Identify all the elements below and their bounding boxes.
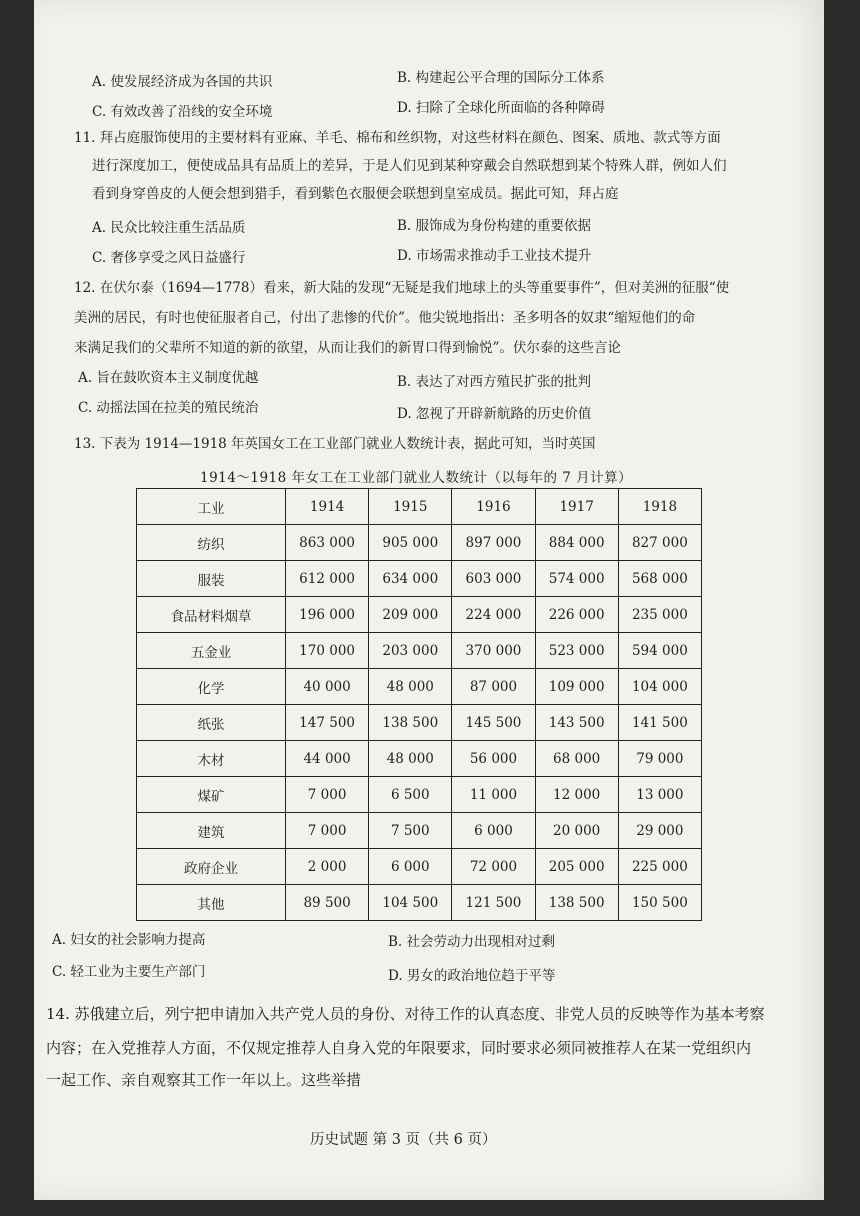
table-cell: 20 000 — [535, 813, 618, 849]
table-cell: 226 000 — [535, 597, 618, 633]
q12-option-b: B. 表达了对西方殖民扩张的批判 — [397, 374, 592, 390]
table-row — [137, 777, 702, 813]
table-cell: 224 000 — [452, 597, 535, 633]
table-cell: 121 500 — [452, 885, 535, 921]
table-cell: 634 000 — [369, 561, 452, 597]
q10-option-d: D. 扫除了全球化所面临的各种障碍 — [397, 100, 605, 116]
q11-stem-line1: 11. 拜占庭服饰使用的主要材料有亚麻、羊毛、棉布和丝织物，对这些材料在颜色、图案、质地、款式等方面 — [74, 130, 721, 146]
q14-stem-line2: 内容；在入党推荐人方面，不仅规定推荐人自身入党的年限要求，同时要求必须同被推荐人在某一党组织内 — [46, 1039, 752, 1057]
table-cell: 612 000 — [286, 561, 369, 597]
table-cell: 68 000 — [535, 741, 618, 777]
table-cell: 196 000 — [286, 597, 369, 633]
table-cell: 纸张 — [137, 705, 286, 741]
table-cell: 五金业 — [137, 633, 286, 669]
q13-stem: 13. 下表为 1914—1918 年英国女工在工业部门就业人数统计表，据此可知，当时英国 — [74, 436, 596, 452]
table-cell: 建筑 — [137, 813, 286, 849]
table-cell: 141 500 — [618, 705, 701, 741]
table-cell: 56 000 — [452, 741, 535, 777]
table-cell: 594 000 — [618, 633, 701, 669]
q10-option-a: A. 使发展经济成为各国的共识 — [92, 74, 273, 90]
table-cell: 纺织 — [137, 525, 286, 561]
table-cell: 143 500 — [535, 705, 618, 741]
table-cell: 138 500 — [369, 705, 452, 741]
q13-option-c: C. 轻工业为主要生产部门 — [52, 964, 206, 980]
table-cell: 48 000 — [369, 669, 452, 705]
q12-option-a: A. 旨在鼓吹资本主义制度优越 — [78, 370, 259, 386]
table-row — [137, 669, 702, 705]
table-cell: 905 000 — [369, 525, 452, 561]
table-cell: 370 000 — [452, 633, 535, 669]
table-cell: 147 500 — [286, 705, 369, 741]
q11-stem-line3: 看到身穿兽皮的人便会想到猎手，看到紫色衣服便会联想到皇室成员。据此可知，拜占庭 — [92, 186, 619, 202]
q10-option-c: C. 有效改善了沿线的安全环境 — [92, 104, 273, 120]
q11-option-d: D. 市场需求推动手工业技术提升 — [397, 248, 592, 264]
table-cell: 44 000 — [286, 741, 369, 777]
q11-option-b: B. 服饰成为身份构建的重要依据 — [397, 218, 592, 234]
table-header-cell: 1918 — [618, 489, 701, 525]
table-cell: 6 000 — [452, 813, 535, 849]
table-cell: 104 500 — [369, 885, 452, 921]
table-caption: 1914～1918 年女工在工业部门就业人数统计（以每年的 7 月计算） — [200, 470, 633, 486]
table-cell: 79 000 — [618, 741, 701, 777]
table-header-cell: 1917 — [535, 489, 618, 525]
table-header-cell: 1915 — [369, 489, 452, 525]
table-cell: 109 000 — [535, 669, 618, 705]
table-cell: 523 000 — [535, 633, 618, 669]
table-cell: 6 500 — [369, 777, 452, 813]
table-cell: 食品材料烟草 — [137, 597, 286, 633]
table-row — [137, 813, 702, 849]
q10-option-b: B. 构建起公平合理的国际分工体系 — [397, 70, 605, 86]
q13-option-a: A. 妇女的社会影响力提高 — [52, 932, 206, 948]
table-cell: 209 000 — [369, 597, 452, 633]
table-cell: 138 500 — [535, 885, 618, 921]
table-cell: 89 500 — [286, 885, 369, 921]
q13-option-d: D. 男女的政治地位趋于平等 — [388, 968, 556, 984]
table-cell: 603 000 — [452, 561, 535, 597]
table-cell: 72 000 — [452, 849, 535, 885]
table-cell: 863 000 — [286, 525, 369, 561]
table-cell: 政府企业 — [137, 849, 286, 885]
table-cell: 48 000 — [369, 741, 452, 777]
table-row — [137, 741, 702, 777]
q12-option-c: C. 动摇法国在拉美的殖民统治 — [78, 400, 259, 416]
q13-option-b: B. 社会劳动力出现相对过剩 — [388, 934, 556, 950]
table-cell: 2 000 — [286, 849, 369, 885]
q12-option-d: D. 忽视了开辟新航路的历史价值 — [397, 406, 592, 422]
table-cell: 235 000 — [618, 597, 701, 633]
table-cell: 7 000 — [286, 813, 369, 849]
table-cell: 574 000 — [535, 561, 618, 597]
table-cell: 木材 — [137, 741, 286, 777]
table-row — [137, 849, 702, 885]
q11-option-c: C. 奢侈享受之风日益盛行 — [92, 250, 246, 266]
table-row — [137, 597, 702, 633]
table-cell: 其他 — [137, 885, 286, 921]
table-cell: 225 000 — [618, 849, 701, 885]
q14-stem-line3: 一起工作、亲自观察其工作一年以上。这些举措 — [46, 1071, 362, 1089]
table-row — [137, 705, 702, 741]
table-cell: 203 000 — [369, 633, 452, 669]
table-cell: 884 000 — [535, 525, 618, 561]
q11-stem-line2: 进行深度加工，便使成品具有品质上的差异，于是人们见到某种穿戴会自然联想到某个特殊人群，例如人们 — [92, 158, 727, 174]
page-footer: 历史试题 第 3 页（共 6 页） — [310, 1132, 497, 1148]
table-cell: 7 000 — [286, 777, 369, 813]
table-cell: 827 000 — [618, 525, 701, 561]
table-header-cell: 工业 — [137, 489, 286, 525]
table-cell: 11 000 — [452, 777, 535, 813]
table-cell: 29 000 — [618, 813, 701, 849]
table-cell: 170 000 — [286, 633, 369, 669]
table-row — [137, 885, 702, 921]
table-row — [137, 561, 702, 597]
table-cell: 897 000 — [452, 525, 535, 561]
table-cell: 煤矿 — [137, 777, 286, 813]
q11-option-a: A. 民众比较注重生活品质 — [92, 220, 246, 236]
table-header-cell: 1914 — [286, 489, 369, 525]
employment-table — [136, 488, 702, 921]
table-cell: 13 000 — [618, 777, 701, 813]
table-cell: 7 500 — [369, 813, 452, 849]
table-cell: 87 000 — [452, 669, 535, 705]
table-cell: 150 500 — [618, 885, 701, 921]
table-cell: 6 000 — [369, 849, 452, 885]
q14-stem-line1: 14. 苏俄建立后，列宁把申请加入共产党人员的身份、对待工作的认真态度、非党人员的反映等作为基本考察 — [46, 1005, 765, 1023]
table-cell: 145 500 — [452, 705, 535, 741]
table-cell: 化学 — [137, 669, 286, 705]
q12-stem-line3: 来满足我们的父辈所不知道的新的欲望，从而让我们的新胃口得到愉悦”。伏尔泰的这些言论 — [74, 340, 621, 356]
table-cell: 12 000 — [535, 777, 618, 813]
table-row — [137, 633, 702, 669]
table-cell: 40 000 — [286, 669, 369, 705]
table-cell: 104 000 — [618, 669, 701, 705]
table-header-row — [137, 489, 702, 525]
q12-stem-line1: 12. 在伏尔泰（1694—1778）看来，新大陆的发现“无疑是我们地球上的头等重要事件”，但对美洲的征服“使 — [74, 280, 730, 296]
table-cell: 205 000 — [535, 849, 618, 885]
table-row — [137, 525, 702, 561]
table-header-cell: 1916 — [452, 489, 535, 525]
table-cell: 568 000 — [618, 561, 701, 597]
table-cell: 服装 — [137, 561, 286, 597]
q12-stem-line2: 美洲的居民，有时也使征服者自己，付出了悲惨的代价”。他尖锐地指出：圣多明各的奴隶“缩短他们的命 — [74, 310, 696, 326]
